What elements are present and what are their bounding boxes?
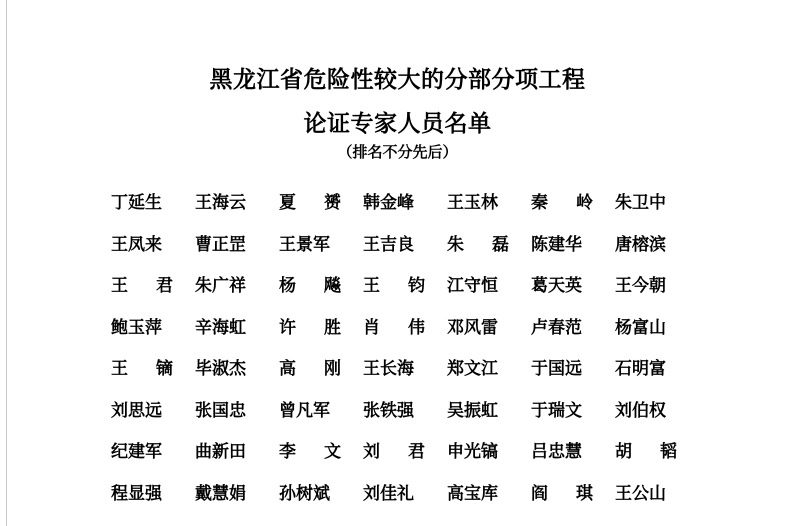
- expert-name: 程显强: [111, 483, 162, 504]
- expert-names-table: [111, 193, 699, 525]
- expert-name: 王 镝: [111, 359, 173, 379]
- expert-name: 朱卫中: [615, 193, 666, 213]
- expert-name: 戴慧娟: [195, 483, 246, 504]
- expert-name: 李 文: [279, 442, 341, 462]
- expert-name: 王玉林: [447, 193, 498, 213]
- expert-name: 申光镐: [447, 442, 498, 462]
- expert-name: 葛天英: [531, 276, 582, 296]
- expert-name: 许 胜: [279, 317, 341, 338]
- expert-name: 曾凡军: [279, 400, 330, 421]
- expert-name: 王凤来: [111, 234, 162, 255]
- expert-name: 胡 韬: [615, 442, 677, 462]
- expert-name: 朱广祥: [195, 276, 246, 296]
- expert-name: 于瑞文: [531, 400, 582, 421]
- expert-name: 秦 岭: [531, 193, 593, 213]
- expert-name: 王吉良: [363, 234, 414, 255]
- expert-name: 刘佳礼: [363, 483, 414, 504]
- document-title-line-1: 黑龙江省危险性较大的分部分项工程: [209, 66, 586, 93]
- expert-name: 王景军: [279, 234, 330, 255]
- expert-name: 吴振虹: [447, 400, 498, 421]
- expert-name: 王今朝: [615, 276, 666, 296]
- expert-name: 曹正罡: [195, 234, 246, 255]
- expert-name: 于国远: [531, 359, 582, 379]
- expert-name: 张国忠: [195, 400, 246, 421]
- expert-name: 郑文江: [447, 359, 498, 379]
- expert-name: 刘 君: [363, 442, 425, 462]
- expert-name: 杨富山: [615, 317, 666, 338]
- expert-name: 刘思远: [111, 400, 162, 421]
- expert-name: 鲍玉萍: [111, 317, 162, 338]
- expert-name: 石明富: [615, 359, 666, 379]
- expert-name: 王 钧: [363, 276, 425, 296]
- expert-name: 曲新田: [195, 442, 246, 462]
- expert-name: 孙树斌: [279, 483, 330, 504]
- expert-name: 韩金峰: [363, 193, 414, 213]
- expert-name: 高宝库: [447, 483, 498, 504]
- expert-name: 高 刚: [279, 359, 341, 379]
- expert-name: 卢春范: [531, 317, 582, 338]
- expert-name: 肖 伟: [363, 317, 425, 338]
- expert-name: 杨 飚: [279, 276, 341, 296]
- expert-name: 陈建华: [531, 234, 582, 255]
- expert-name: 朱 磊: [447, 234, 509, 255]
- expert-name: 纪建军: [111, 442, 162, 462]
- expert-name: 王海云: [195, 193, 246, 213]
- expert-name: 王 君: [111, 276, 173, 296]
- expert-name: 夏 赟: [279, 193, 341, 213]
- expert-name: 辛海虹: [195, 317, 246, 338]
- expert-name: 王公山: [615, 483, 666, 504]
- expert-name: 唐榕滨: [615, 234, 666, 255]
- expert-name: 丁延生: [111, 193, 162, 213]
- expert-name: 吕忠慧: [531, 442, 582, 462]
- ordering-note: （排名不分先后）: [337, 143, 458, 161]
- expert-name: 邓风雷: [447, 317, 498, 338]
- expert-name: 刘伯权: [615, 400, 666, 421]
- document-title-line-2: 论证专家人员名单: [303, 110, 492, 137]
- expert-name: 王长海: [363, 359, 414, 379]
- expert-name: 毕淑杰: [195, 359, 246, 379]
- expert-name: 张铁强: [363, 400, 414, 421]
- expert-name: 江守恒: [447, 276, 498, 296]
- expert-name: 阎 琪: [531, 483, 593, 504]
